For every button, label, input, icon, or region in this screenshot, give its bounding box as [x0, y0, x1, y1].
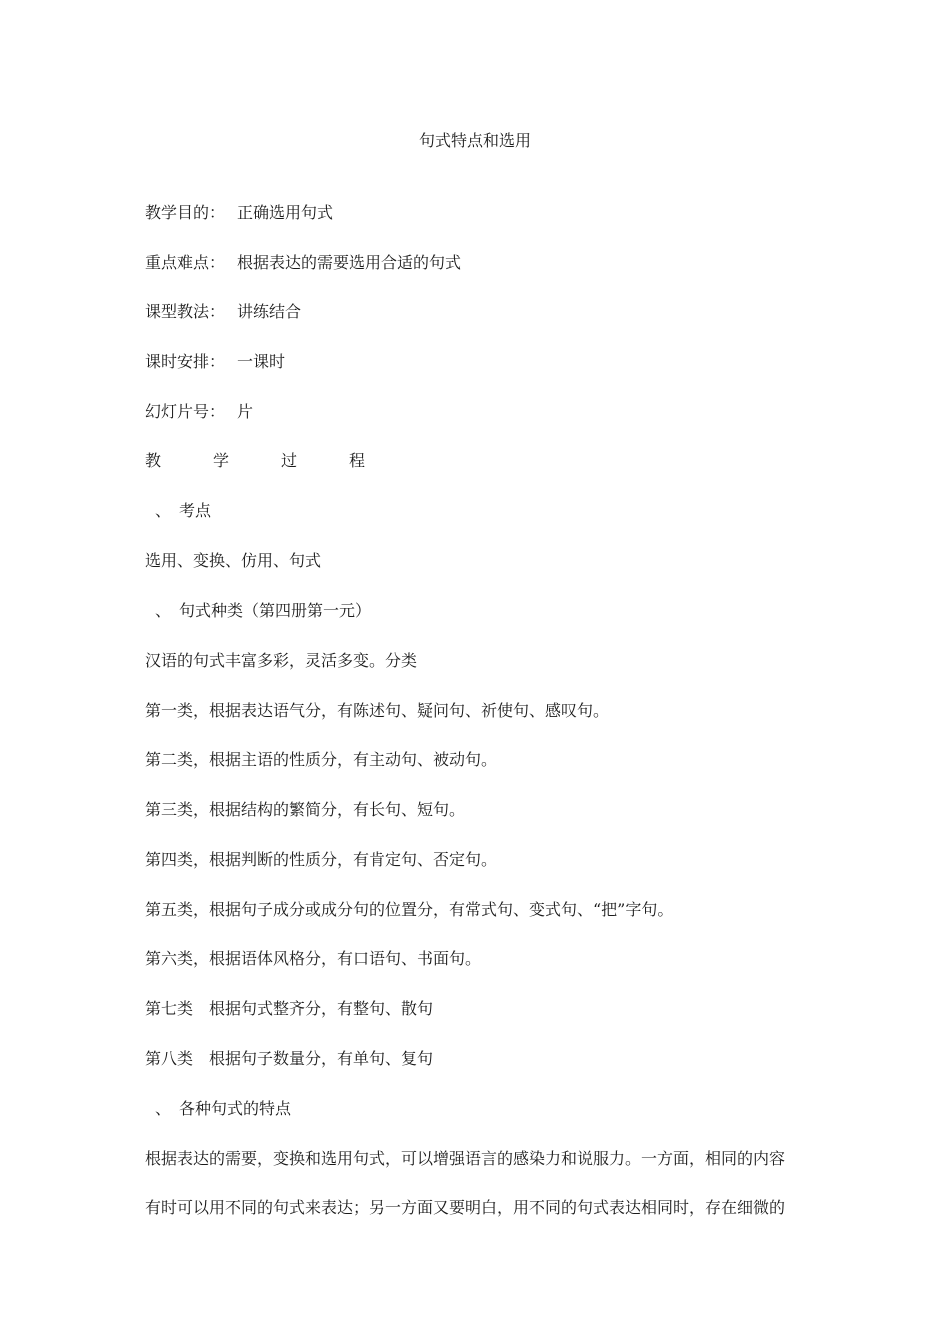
process-char: 程	[349, 451, 366, 470]
section-1-body: 选用、变换、仿用、句式	[145, 551, 322, 570]
category-line: 第一类，根据表达语气分，有陈述句、疑问句、祈使句、感叹句。	[145, 701, 610, 720]
category-line: 第二类，根据主语的性质分，有主动句、被动句。	[145, 750, 498, 769]
section-heading-text: 各种句式的特点	[179, 1099, 292, 1118]
category-text: 根据句式整齐分，有整句、散句	[209, 999, 434, 1018]
section-heading-1	[145, 500, 835, 522]
meta-focus	[145, 252, 825, 274]
meta-label: 课时安排：	[145, 352, 226, 371]
process-char: 教	[145, 451, 162, 470]
paragraph-line: 有时可以用不同的句式来表达；另一方面又要明白，用不同的句式表达相同时，存在细微的	[145, 1198, 786, 1217]
category-line	[145, 998, 825, 1020]
section-heading-text: 句式种类（第四册第一元）	[179, 601, 372, 620]
section-mark: 、	[155, 501, 172, 520]
category-label: 第七类	[145, 999, 194, 1018]
section-heading-3	[145, 1098, 835, 1120]
meta-schedule	[145, 351, 825, 373]
document-title: 句式特点和选用	[418, 131, 531, 150]
category-line: 第三类，根据结构的繁简分，有长句、短句。	[145, 800, 466, 819]
section-mark: 、	[155, 1099, 172, 1118]
meta-label: 课型教法：	[145, 302, 226, 321]
meta-slides	[145, 401, 825, 423]
section-mark: 、	[155, 601, 172, 620]
meta-value: 根据表达的需要选用合适的句式	[237, 253, 462, 272]
meta-value: 讲练结合	[237, 302, 302, 321]
process-char: 过	[281, 451, 298, 470]
category-text: 根据句子数量分，有单句、复句	[209, 1049, 434, 1068]
section-heading-text: 考点	[179, 501, 212, 520]
meta-purpose	[145, 202, 825, 224]
process-char: 学	[213, 451, 230, 470]
category-line	[145, 1048, 825, 1070]
meta-value: 一课时	[237, 352, 286, 371]
section-2-intro: 汉语的句式丰富多彩，灵活多变。分类	[145, 651, 418, 670]
meta-method	[145, 301, 825, 323]
meta-label: 教学目的：	[145, 203, 226, 222]
meta-label: 重点难点：	[145, 253, 226, 272]
meta-label: 幻灯片号：	[145, 402, 226, 421]
meta-value: 正确选用句式	[237, 203, 334, 222]
category-line: 第四类，根据判断的性质分，有肯定句、否定句。	[145, 850, 498, 869]
section-heading-2	[145, 600, 835, 622]
category-line: 第六类，根据语体风格分，有口语句、书面句。	[145, 949, 482, 968]
meta-value: 片	[237, 402, 254, 421]
category-label: 第八类	[145, 1049, 194, 1068]
paragraph-line: 根据表达的需要，变换和选用句式，可以增强语言的感染力和说服力。一方面，相同的内容	[145, 1149, 786, 1168]
process-heading	[145, 450, 825, 472]
category-line: 第五类，根据句子成分或成分句的位置分，有常式句、变式句、“把”字句。	[145, 900, 674, 919]
